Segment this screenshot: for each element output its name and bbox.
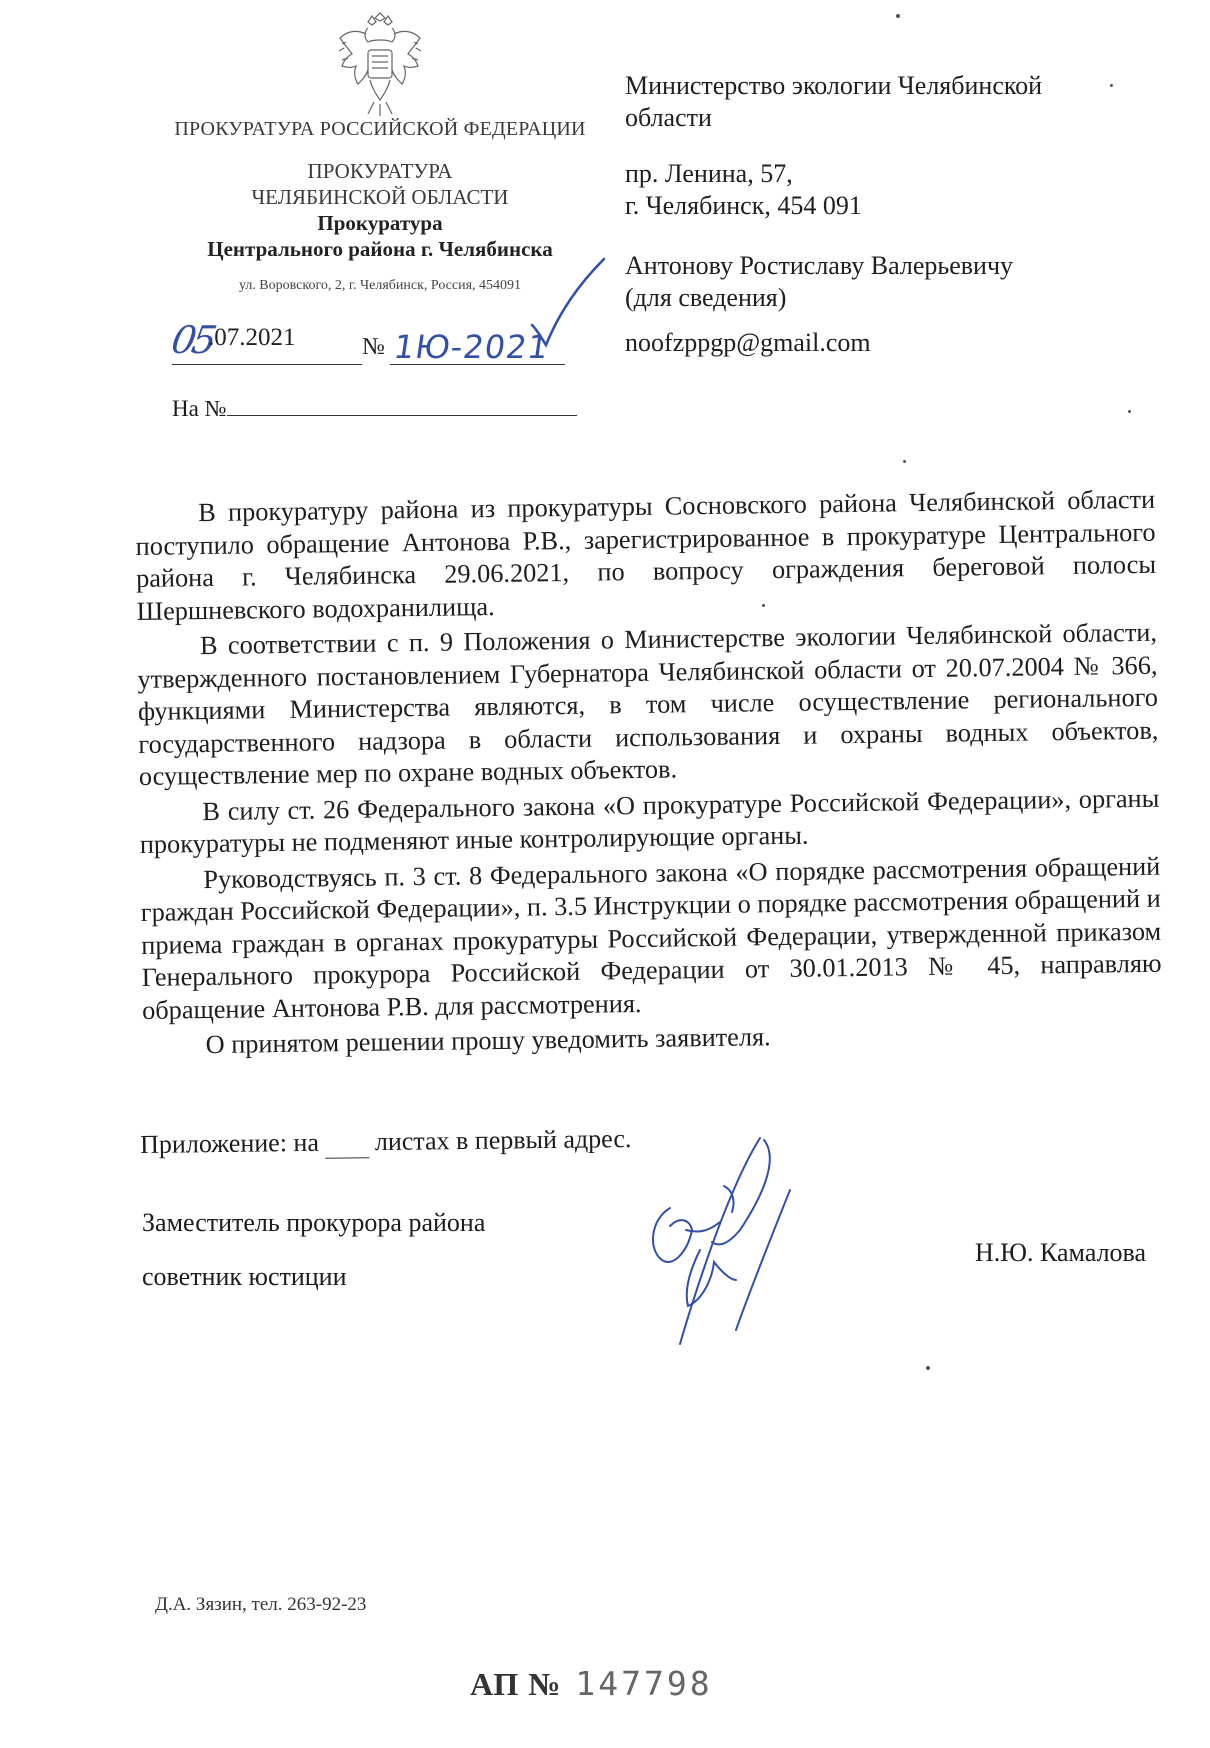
scan-speck [762, 604, 765, 607]
checkmark-icon [528, 255, 608, 350]
body-paragraph-5: О принятом решении прошу уведомить заявителя. [205, 1022, 771, 1060]
reply-to-field [172, 395, 577, 422]
org-region-line1: ПРОКУРАТУРА [307, 159, 453, 183]
addressee-person-note: (для сведения) [625, 283, 787, 312]
executor-contact: Д.А. Зязин, тел. 263-92-23 [155, 1594, 367, 1615]
attachment-line [140, 1124, 632, 1161]
body-paragraph-1: В прокуратуру района из прокуратуры Сосновского района Челябинской области поступило обращение Антонова Р.В., зарегистрированное в прокуратуре Центрального района г. Челябинска 29.06.2021, по вопросу ограждения береговой полосы Шершневского водохранилища. [135, 484, 1157, 626]
addressee-person-block [625, 250, 1165, 314]
addressee-street: пр. Ленина, 57, [625, 159, 793, 188]
body-paragraph-3: В силу ст. 26 Федерального закона «О прокуратуре Российской Федерации», органы прокуратуры не подменяют иные контролирующие органы. [139, 783, 1160, 859]
org-address: ул. Воровского, 2, г. Челябинск, Россия, 454091 [238, 278, 522, 293]
reply-to-label: На № [172, 396, 227, 421]
org-district-line2: Центрального района г. Челябинска [207, 237, 553, 261]
letter-body [135, 484, 1163, 1063]
addressee-organization [625, 70, 1165, 134]
coat-of-arms-emblem-icon [330, 12, 430, 120]
form-serial-number [470, 1664, 713, 1703]
attachment-prefix: Приложение: на [140, 1127, 320, 1159]
date-printed: .07.2021 [208, 324, 296, 351]
signer-rank: советник юстиции [142, 1262, 347, 1291]
handwritten-signature-icon [640, 1130, 840, 1350]
number-label: № [362, 334, 385, 360]
addressee-city: г. Челябинск, 454 091 [625, 191, 862, 220]
addressee-address [625, 158, 1165, 222]
number-handwritten: 1Ю-2021 [391, 328, 552, 366]
scan-speck [903, 460, 906, 463]
date-underline [172, 364, 362, 365]
org-region-line2: ЧЕЛЯБИНСКОЙ ОБЛАСТИ [251, 185, 509, 209]
attachment-blank [325, 1127, 369, 1159]
addressee-email: noofzppgp@gmail.com [625, 328, 871, 357]
addressee-org-line1: Министерство экологии Челябинской [625, 71, 1043, 100]
org-federal-title: ПРОКУРАТУРА РОССИЙСКОЙ ФЕДЕРАЦИИ [174, 118, 586, 140]
date-handwritten: 05 [168, 318, 217, 362]
form-serial-value: 147798 [575, 1664, 713, 1703]
addressee-person: Антонову Ростиславу Валерьевичу [625, 251, 1014, 280]
signer-name: Н.Ю. Камалова [975, 1238, 1147, 1267]
scan-speck [926, 1366, 930, 1370]
scan-speck [1110, 84, 1113, 87]
signer-position: Заместитель прокурора района [142, 1208, 486, 1237]
form-serial-label: АП № [470, 1666, 562, 1702]
number-underline [390, 364, 565, 365]
reply-to-blank-line [227, 395, 577, 416]
org-region-title [130, 158, 630, 210]
body-paragraph-4: Руководствуясь п. 3 ст. 8 Федерального закона «О порядке рассмотрения обращений граждан Российской Федерации», п. 3.5 Инструкции о порядке рассмотрения обращений и приема граждан в органах прокуратуры Российской Федерации, утвержденной приказом Генерального прокурора Российской Федерации от 30.01.2013 № 45, направляю обращение Антонова Р.В. для рассмотрения. [140, 851, 1162, 1025]
attachment-suffix: листах в первый адрес. [374, 1123, 632, 1157]
body-paragraph-2: В соответствии с п. 9 Положения о Министерстве экологии Челябинской области, утвержденного постановлением Губернатора Челябинской области от 20.07.2004 № 366, функциями Министерства являются, в том числе осуществление регионального государственного надзора в области использования и охраны водных объектов, осуществление мер по охране водных объектов. [137, 617, 1159, 791]
scan-speck [896, 14, 900, 18]
scan-speck [1128, 410, 1131, 413]
addressee-org-line2: области [625, 103, 712, 132]
org-district-line1: Прокуратура [317, 211, 443, 235]
